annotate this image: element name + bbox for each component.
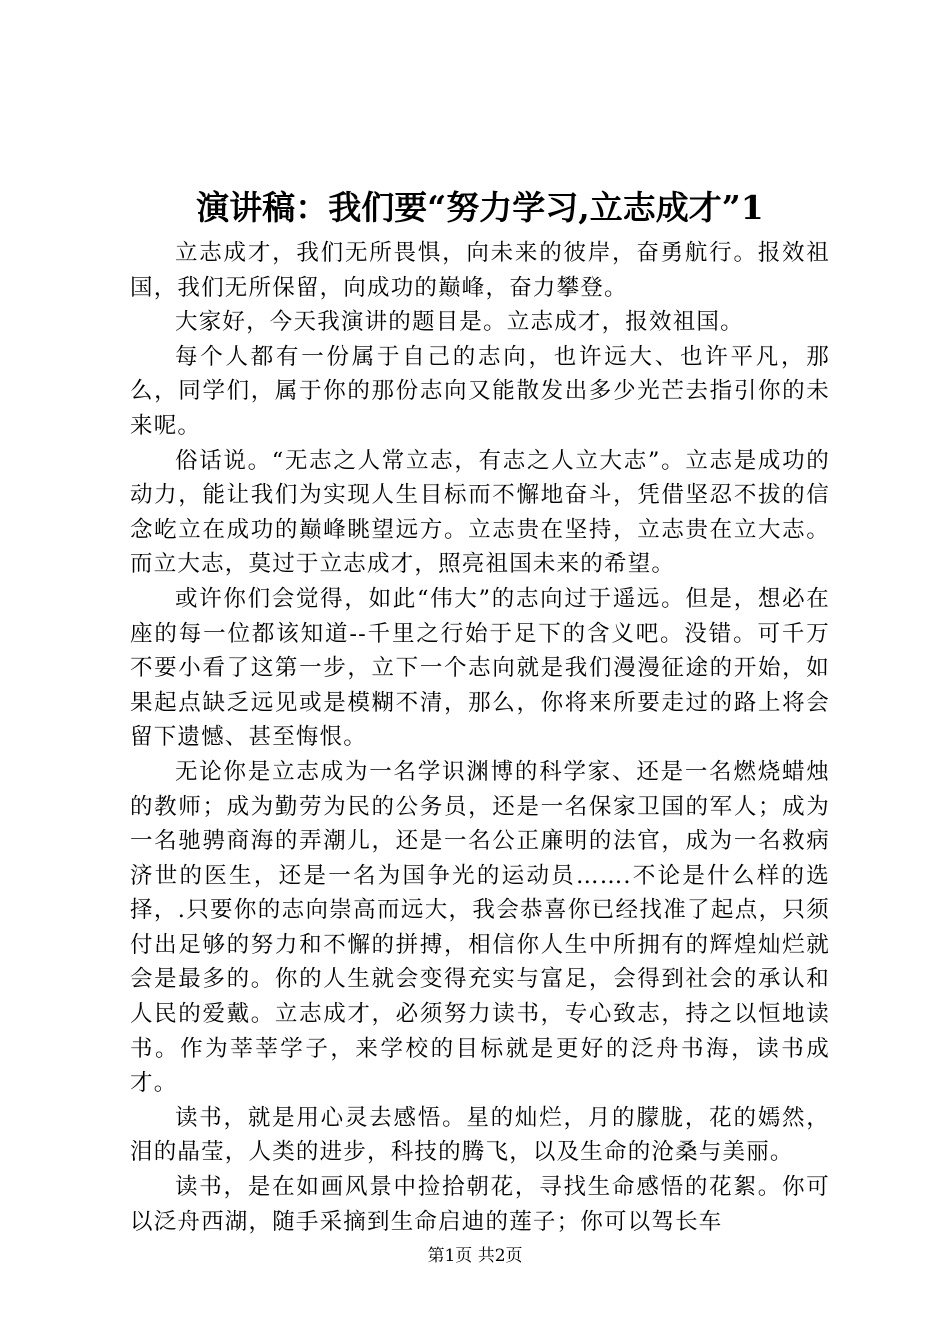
paragraph: 立志成才，我们无所畏惧，向未来的彼岸，奋勇航行。报效祖国，我们无所保留，向成功的巅峰，奋力攀登。 [130, 240, 830, 301]
paragraph: 每个人都有一份属于自己的志向，也许远大、也许平凡，那么，同学们，属于你的那份志向又能散发出多少光芒去指引你的未来呢。 [130, 343, 830, 439]
paragraph: 无论你是立志成为一名学识渊博的科学家、还是一名燃烧蜡烛的教师；成为勤劳为民的公务员，还是一名保家卫国的军人；成为一名驰骋商海的弄潮儿，还是一名公正廉明的法官，成为一名救病济世的医生，还是一名为国争光的运动员…….不论是什么样的选择，.只要你的志向崇高而远大，我会恭喜你已经找准了起点，只须付出足够的努力和不懈的拼搏，相信你人生中所拥有的辉煌灿烂就会是最多的。你的人生就会变得充实与富足，会得到社会的承认和人民的爱戴。立志成才，必须努力读书，专心致志，持之以恒地读书。作为莘莘学子，来学校的目标就是更好的泛舟书海，读书成才。 [130, 758, 830, 1097]
paragraph: 读书，就是用心灵去感悟。星的灿烂，月的朦胧，花的嫣然，泪的晶莹，人类的进步，科技的腾飞，以及生命的沧桑与美丽。 [130, 1104, 830, 1166]
page-footer: 第1页 共2页 [427, 1246, 523, 1266]
paragraph: 或许你们会觉得，如此“伟大”的志向过于遥远。但是，想必在座的每一位都该知道--千里之行始于足下的含义吧。没错。可千万不要小看了这第一步，立下一个志向就是我们漫漫征途的开始，如果起点缺乏远见或是模糊不清，那么，你将来所要走过的路上将会留下遗憾、甚至悔恨。 [130, 585, 830, 751]
paragraph: 大家好，今天我演讲的题目是。立志成才，报效祖国。 [175, 309, 744, 336]
document-title: 演讲稿：我们要“努力学习,立志成才”1 [196, 188, 764, 227]
paragraph: 俗话说。“无志之人常立志，有志之人立大志”。立志是成功的动力，能让我们为实现人生目标而不懈地奋斗，凭借坚忍不拔的信念屹立在成功的巅峰眺望远方。立志贵在坚持，立志贵在立大志。而立大志，莫过于立志成才，照亮祖国未来的希望。 [130, 447, 830, 578]
document-body [130, 236, 830, 1239]
paragraph: 读书，是在如画风景中捡拾朝花，寻找生命感悟的花絮。你可以泛舟西湖，随手采摘到生命启迪的莲子；你可以驾长车 [130, 1174, 830, 1235]
